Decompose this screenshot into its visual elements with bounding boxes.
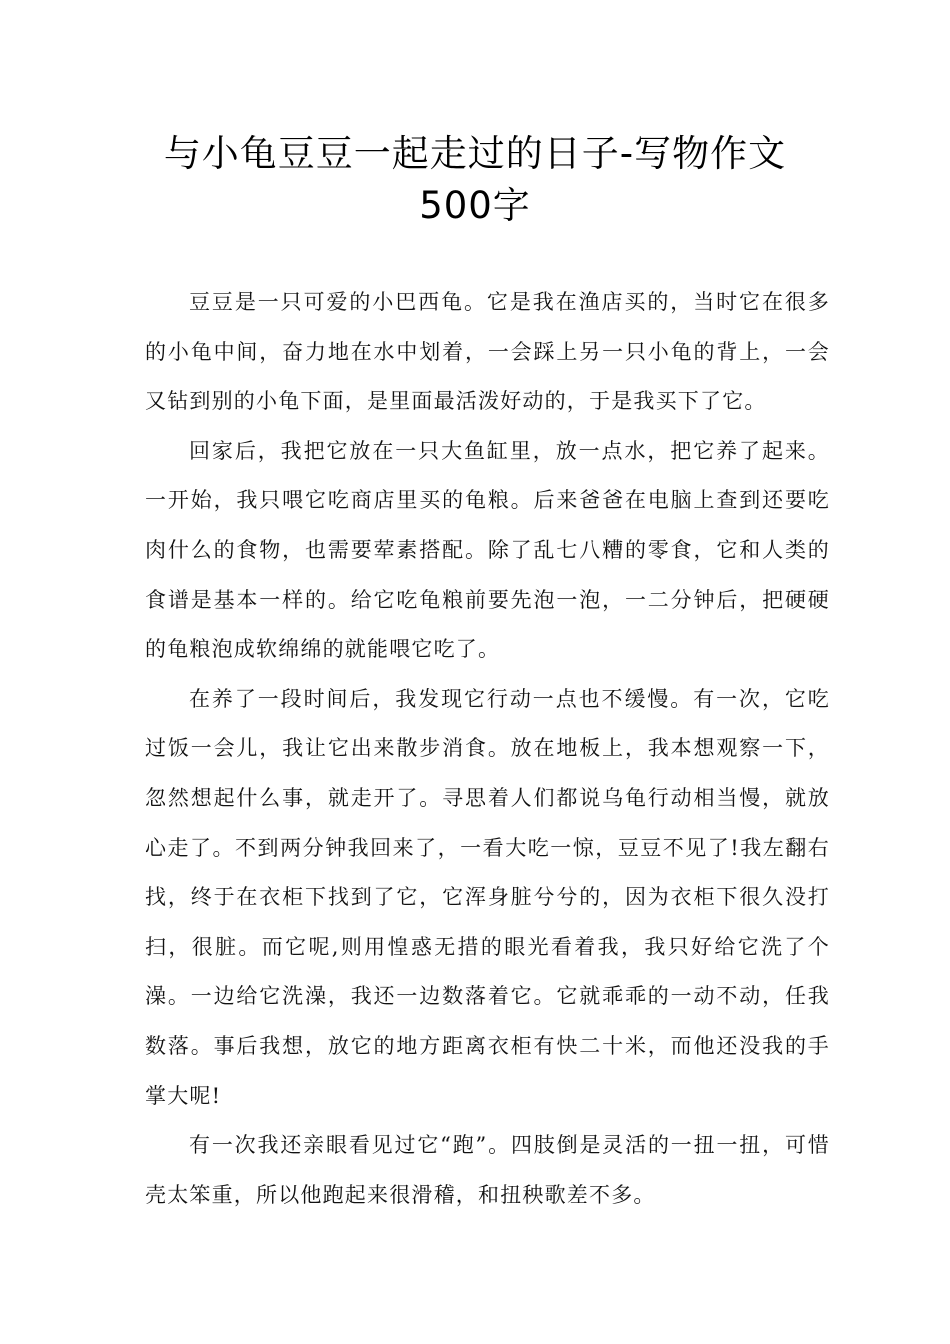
document-body <box>145 278 830 1220</box>
paragraph-3: 在养了一段时间后，我发现它行动一点也不缓慢。有一次，它吃过饭一会儿，我让它出来散步消食。放在地板上，我本想观察一下，忽然想起什么事，就走开了。寻思着人们都说乌龟行动相当慢，就放心走了。不到两分钟我回来了，一看大吃一惊，豆豆不见了!我左翻右找，终于在衣柜下找到了它，它浑身脏兮兮的，因为衣柜下很久没打扫，很脏。而它呢,则用惶惑无措的眼光看着我，我只好给它洗了个澡。一边给它洗澡，我还一边数落着它。它就乖乖的一动不动，任我数落。事后我想，放它的地方距离衣柜有快二十米，而他还没我的手掌大呢! <box>145 686 830 1108</box>
paragraph-1: 豆豆是一只可爱的小巴西龟。它是我在渔店买的，当时它在很多的小龟中间，奋力地在水中划着，一会踩上另一只小龟的背上，一会又钻到别的小龟下面，是里面最活泼好动的，于是我买下了它。 <box>145 290 830 414</box>
title-line-2: 500字 <box>419 184 531 227</box>
title-line-1: 与小龟豆豆一起走过的日子-写物作文 <box>163 132 787 175</box>
paragraph-2: 回家后，我把它放在一只大鱼缸里，放一点水，把它养了起来。一开始，我只喂它吃商店里买的龟粮。后来爸爸在电脑上查到还要吃肉什么的食物，也需要荤素搭配。除了乱七八糟的零食，它和人类的食谱是基本一样的。给它吃龟粮前要先泡一泡，一二分钟后，把硬硬的龟粮泡成软绵绵的就能喂它吃了。 <box>145 438 830 662</box>
document-title <box>100 128 850 232</box>
paragraph-4: 有一次我还亲眼看见过它“跑”。四肢倒是灵活的一扭一扭，可惜壳太笨重，所以他跑起来很滑稽，和扭秧歌差不多。 <box>145 1133 830 1207</box>
